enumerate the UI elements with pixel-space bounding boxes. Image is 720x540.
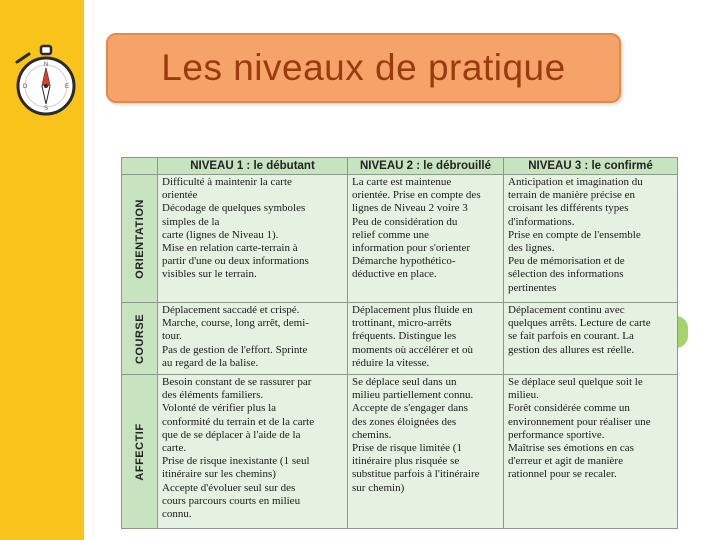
cell-line: trottinant, micro-arrêts [352,317,452,330]
cell-line: chemins. [352,428,392,441]
cell-line: Marche, course, long arrêt, demi- [162,317,309,330]
header-niveau-1: NIVEAU 1 : le débutant [158,158,348,175]
cell-line: itinéraire plus risquée se [352,455,460,468]
cell-line: Difficulté à maintenir la carte [162,176,292,188]
table-row [122,375,678,529]
cell-line: sélection des informations [508,268,624,281]
cell-line: substitue parfois à l'itinéraire [352,468,480,481]
cell-line: Maîtrise ses émotions en cas [508,442,634,455]
compass-letter-o: O [22,84,28,90]
cell-line: Peu de considération du [352,215,458,228]
cell-line: simples de la [162,215,220,228]
table-row [122,303,678,375]
cell-line: relief comme une [352,228,429,241]
cell-line: milieu. [508,389,539,402]
row-label-orientation: ORIENTATION [122,175,158,303]
cell-line: sur chemin) [352,481,405,494]
row-label-course: COURSE [122,303,158,375]
table-cell [504,375,678,529]
cell-line: Forêt considérée comme un [508,402,630,415]
cell-line: des éléments familiers. [162,389,264,402]
cell-line: Anticipation et imagination du [508,176,643,188]
cell-line: Mise en relation carte-terrain à [162,242,298,255]
cell-line: gestion des allures est réelle. [508,343,635,356]
cell-line: des zones éloignées des [352,415,457,428]
compass-letter-s: S [43,106,49,112]
cell-line: Démarche hypothético- [352,255,456,268]
cell-line: carte. [162,442,187,455]
practice-levels-table [121,157,678,529]
cell-line: environnement pour réaliser une [508,415,651,428]
cell-line: cours parcours courts en milieu [162,494,301,507]
cell-line: déductive en place. [352,268,437,281]
cell-line: moments où accélérer et où [352,343,473,356]
cell-line: Se déplace seul dans un [352,376,457,388]
cell-line: Volonté de vérifier plus la [162,402,277,415]
cell-line: conformité du terrain et de la carte [162,415,315,428]
cell-line: tour. [162,330,182,343]
table-corner [122,158,158,175]
table-cell [504,175,678,303]
table-cell [348,375,504,529]
cell-line: Peu de mémorisation et de [508,255,625,268]
title-box [106,33,621,103]
cell-line: lignes de Niveau 2 voire 3 [352,202,468,215]
cell-line: terrain de manière précise en [508,189,636,202]
header-niveau-2: NIVEAU 2 : le débrouillé [348,158,504,175]
cell-line: Prise de risque inexistante (1 seul [162,455,310,468]
header-niveau-3: NIVEAU 3 : le confirmé [504,158,678,175]
cell-line: des lignes. [508,242,555,255]
header-row [122,158,678,175]
cell-line: croisant les différents types [508,202,629,215]
cell-line: fréquents. Distingue les [352,330,457,343]
page-title: Les niveaux de pratique [161,47,566,88]
cell-line: au regard de la balise. [162,356,259,369]
table-cell [348,303,504,375]
cell-line: Pas de gestion de l'effort. Sprinte [162,343,308,356]
cell-line: performance sportive. [508,428,605,441]
table-cell [504,303,678,375]
cell-line: information pour s'orienter [352,242,471,255]
cell-line: Déplacement continu avec [508,304,625,316]
cell-line: d'informations. [508,215,575,228]
cell-line: partir d'une ou deux informations [162,255,309,268]
cell-line: carte (lignes de Niveau 1). [162,228,279,241]
cell-line: connu. [162,508,192,521]
cell-line: milieu partiellement connu. [352,389,474,402]
cell-line: rationnel pour se recaler. [508,468,617,481]
cell-line: Déplacement plus fluide en [352,304,473,316]
cell-line: Prise en compte de l'ensemble [508,228,641,241]
cell-line: d'erreur et agit de manière [508,455,623,468]
cell-line: Accepte d'évoluer seul sur des [162,481,296,494]
cell-line: Prise de risque limitée (1 [352,442,462,455]
compass-letter-n: N [43,62,49,68]
compass-icon [13,44,79,118]
cell-line: quelques arrêts. Lecture de carte [508,317,651,330]
cell-line: Déplacement saccadé et crispé. [162,304,300,316]
table-cell [348,175,504,303]
cell-line: itinéraire sur les chemins) [162,468,276,481]
row-label-affectif: AFFECTIF [122,375,158,529]
cell-line: se fait parfois en courant. La [508,330,634,343]
cell-line: que de se déplacer à l'aide de la [162,428,301,441]
cell-line: Décodage de quelques symboles [162,202,306,215]
cell-line: réduire la vitesse. [352,356,430,369]
cell-line: Accepte de s'engager dans [352,402,468,415]
table-cell [158,303,348,375]
cell-line: visibles sur le terrain. [162,268,257,281]
cell-line: orientée [162,189,198,202]
table-cell [158,375,348,529]
cell-line: La carte est maintenue [352,176,452,188]
compass-letter-e: E [64,84,70,90]
table-cell [158,175,348,303]
cell-line: pertinentes [508,281,557,294]
cell-line: orientée. Prise en compte des [352,189,481,202]
cell-line: Besoin constant de se rassurer par [162,376,312,388]
cell-line: Se déplace seul quelque soit le [508,376,643,388]
table-row [122,175,678,303]
